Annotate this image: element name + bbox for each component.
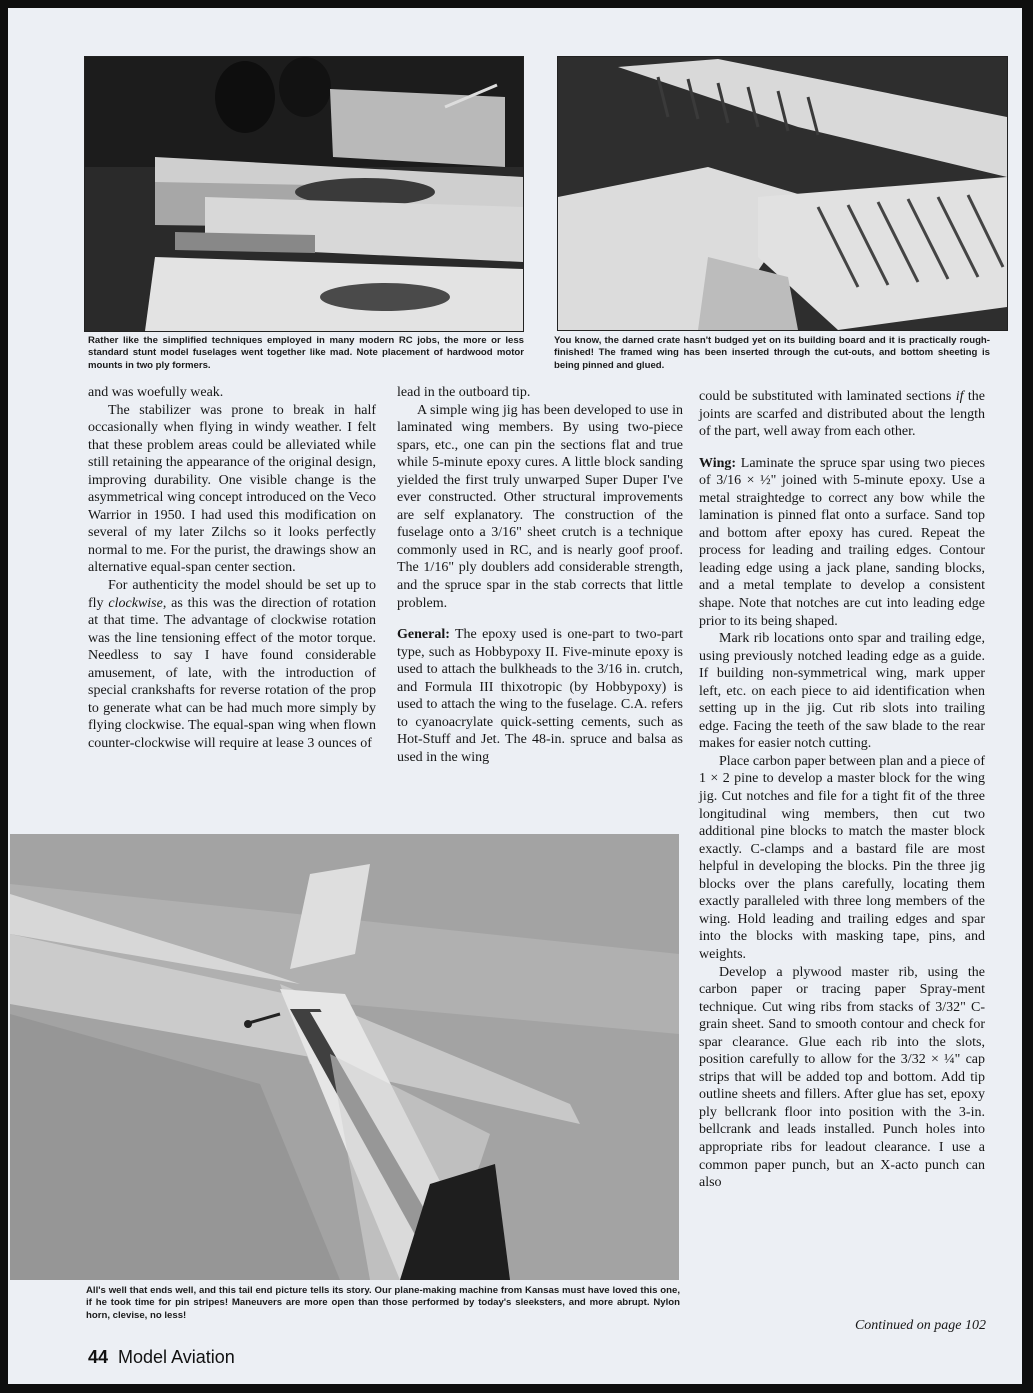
magazine-title: Model Aviation	[118, 1347, 235, 1367]
paragraph: Place carbon paper between plan and a piece of 1 × 2 pine to develop a master block for the wing jig. Cut notches and file for a tight fit of the three longitudinal wing members, then cut two additional pine blocks to match the master block exactly. C-clamps and a bastard file are most helpful in developing the blocks. Pin the three jig blocks over the plans carefully, locating them exactly paralleled with three long members of the wing. Hold leading and trailing edges and spar into the blocks with masking tape, pins, and weights.	[699, 753, 985, 962]
article-column-2	[397, 384, 683, 766]
page-footer	[88, 1347, 235, 1368]
article-column-3	[699, 388, 985, 1192]
photo-fuselage-parts	[84, 56, 524, 332]
paragraph: For authenticity the model should be set up to fly clockwise, as this was the direction of rotation at that time. The advantage of clockwise rotation was the line tensioning effect of the motor torque. Needless to say I have found considerable amusement, of late, with the introduction of special crankshafts for reverse rotation of the prop to generate what can be had much more simply by flying clockwise. The equal-span wing when flown counter-clockwise will require at lease 3 ounces of	[88, 578, 376, 751]
caption-top-right: You know, the darned crate hasn't budged yet on its building board and it is practically rough-finished! The framed wing has been inserted through the cut-outs, and bottom sheeting is being pinned and glued.	[554, 335, 990, 371]
continued-note: Continued on page 102	[854, 1318, 986, 1333]
caption-top-left: Rather like the simplified techniques employed in many modern RC jobs, the more or less standard stunt model fuselages went together like mad. Note placement of hardwood motor mounts in two ply formers.	[88, 335, 524, 371]
paragraph: General: The epoxy used is one-part to two-part type, such as Hobbypoxy II. Five-minute epoxy is used to attach the bulkheads to the 3/16 in. crutch, and Formula III thixotropic (by Hobbypoxy) is used to attach the wing to the fuselage. C.A. refers to cyanoacrylate quick-setting cements, such as Hot-Stuff and Jet. The 48-in. spruce and balsa as used in the wing	[397, 627, 683, 765]
paragraph: Develop a plywood master rib, using the carbon paper or tracing paper Spray-ment technique. Cut wing ribs from stacks of 3/32" C-grain sheet. Sand to smooth contour and check for spar clearance. Glue each rib into the slots, position carefully to allow for the 3/32 × ¼" cap strips that will be added top and bottom. Add tip outline sheets and fillers. After glue has set, epoxy ply bellcrank floor into position with the 3-in. bellcrank and leads installed. Punch holes into appropriate ribs for leadout clearance. I use a common paper punch, but an X-acto punch can also	[699, 964, 985, 1191]
paragraph: The stabilizer was prone to break in half occasionally when flying in windy weather. I felt that these problem areas could be alleviated while still retaining the appearance of the original design, improving durability. One visible change is the asymmetrical wing concept introduced on the Veco Warrior in 1950. I had used this modification on several of my later Zilchs so it looks perfectly normal to me. For the purist, the drawings show an alternative equal-span center section.	[88, 402, 376, 576]
photo-framed-wing	[557, 56, 1008, 331]
section-heading: Wing:	[699, 455, 737, 471]
paragraph: lead in the outboard tip.	[397, 385, 531, 400]
paragraph: and was woefully weak.	[88, 385, 224, 400]
paragraph: A simple wing jig has been developed to use in laminated wing members. By using two-piece spars, etc., one can pin the sections flat and true while 5-minute epoxy cures. A little block sanding yielded the first truly unwarped Super Duper I've ever constructed. Other structural improvements are self explanatory. The construction of the fuselage onto a 3/16" sheet crutch is a technique commonly used in RC, and is nearly goof proof. The 1/16" ply doublers add considerable strength, and the spruce spar in the stab corrects that little problem.	[397, 402, 683, 611]
tail-end-image	[10, 834, 679, 1280]
fuselage-parts-image	[85, 57, 523, 331]
article-column-1	[88, 384, 376, 752]
caption-bottom: All's well that ends well, and this tail end picture tells its story. Our plane-making machine from Kansas must have loved this one, if he took time for pin stripes! Maneuvers are more open than those performed by today's sleeksters, and more abrupt. Nylon horn, clevise, no less!	[86, 1285, 680, 1321]
framed-wing-image	[558, 57, 1007, 330]
photo-tail-end	[10, 834, 679, 1280]
page-number: 44	[88, 1347, 109, 1367]
paragraph: Mark rib locations onto spar and trailing edge, using previously notched leading edge as a guide. If building non-symmetrical wing, mark upper left, etc. on each piece to aid identification when setting up in the jig. Cut rib slots into trailing edge. Facing the teeth of the saw blade to the rear makes for easier notch cutting.	[699, 631, 985, 752]
paragraph: could be substituted with laminated sections if the joints are scarfed and distributed about the length of the part, well away from each other.	[699, 389, 985, 440]
magazine-page	[8, 8, 1022, 1384]
section-heading: General:	[397, 627, 450, 643]
paragraph: Wing: Laminate the spruce spar using two pieces of 3/16 × ½" joined with 5-minute epoxy. Use a metal straightedge to correct any bow while the lamination is pinned flat onto a surface. Sand top and bottom after epoxy has cured. Repeat the process for leading and trailing edges. Contour leading edge using a jack plane, sanding blocks, and a metal template to develop a consistent shape. Note that notches are cut into leading edge prior to its being shaped.	[699, 455, 985, 629]
